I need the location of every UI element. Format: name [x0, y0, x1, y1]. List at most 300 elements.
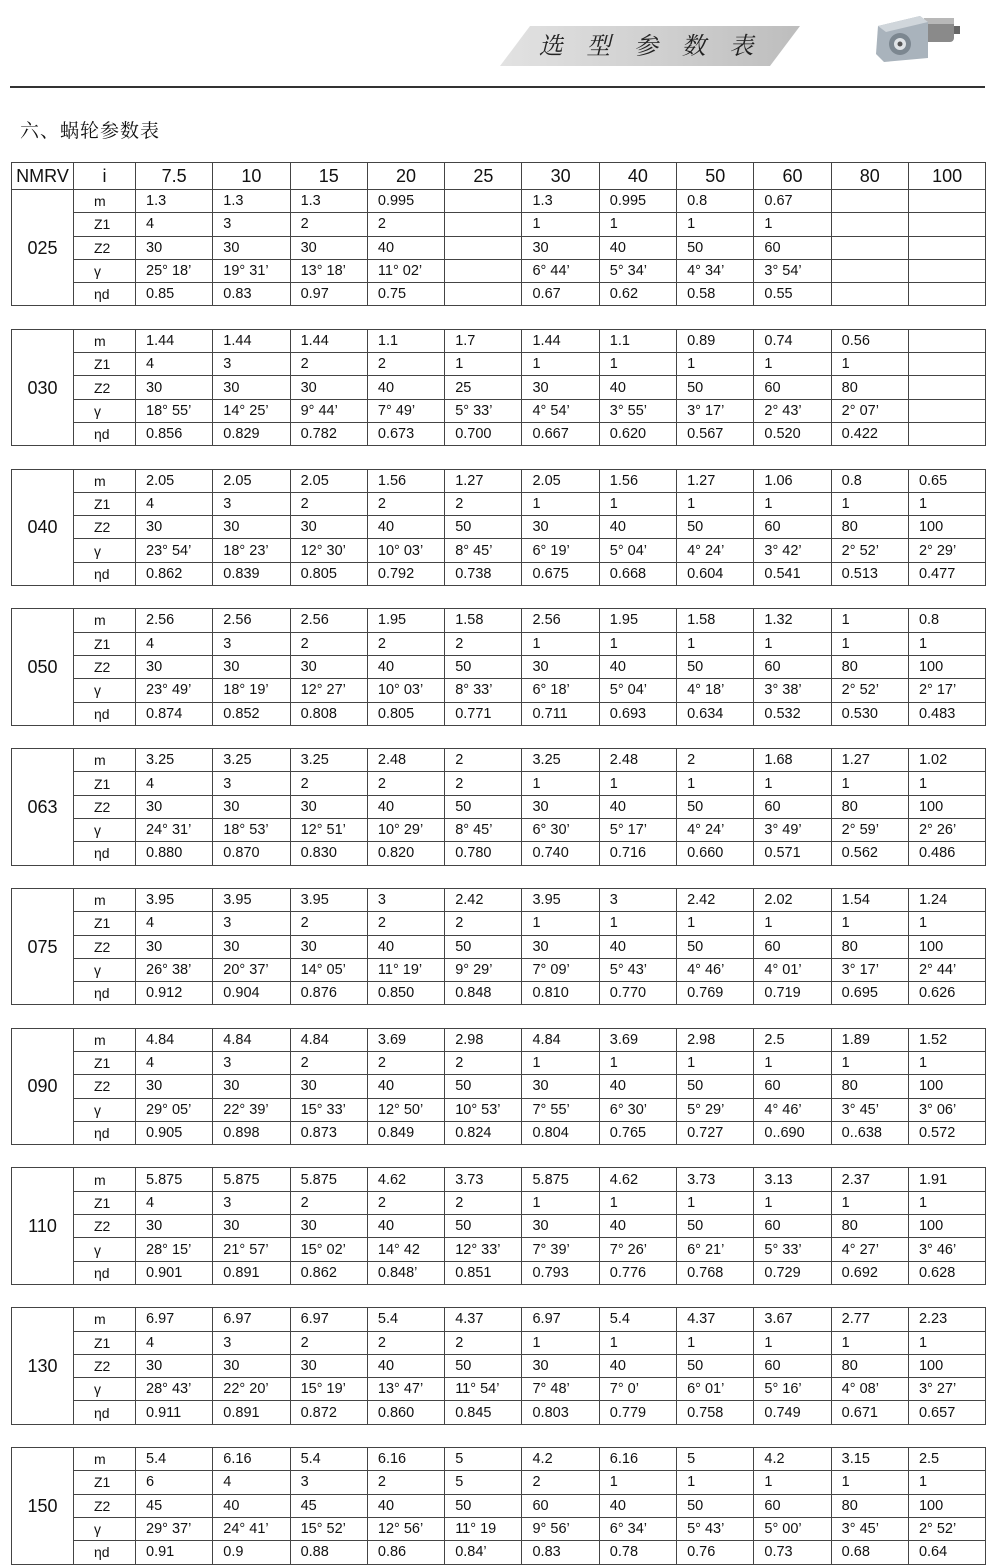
value-cell: 12° 50’: [367, 1098, 444, 1121]
value-cell: 100: [908, 795, 985, 818]
value-cell: 0.891: [213, 1261, 290, 1284]
value-cell: 5° 29’: [677, 1098, 754, 1121]
value-cell: 0.874: [136, 702, 213, 725]
value-cell: 30: [522, 795, 599, 818]
value-cell: 3.25: [522, 749, 599, 772]
parameter-label: Z1: [74, 1331, 136, 1354]
model-cell: 110: [12, 1168, 74, 1284]
parameter-label: ηd: [74, 283, 136, 306]
group-separator-cell: [12, 865, 986, 888]
value-cell: 4.62: [367, 1168, 444, 1191]
table-row: [12, 1191, 986, 1214]
parameter-label: ηd: [74, 842, 136, 865]
value-cell: 3° 54’: [754, 259, 831, 282]
parameter-label: γ: [74, 1517, 136, 1540]
value-cell: 3.73: [445, 1168, 522, 1191]
value-cell: 20° 37’: [213, 958, 290, 981]
value-cell: 5.875: [213, 1168, 290, 1191]
value-cell: 0.779: [599, 1401, 676, 1424]
value-cell: 1: [599, 1191, 676, 1214]
value-cell: 1: [677, 1051, 754, 1074]
group-separator: [12, 306, 986, 329]
value-cell: 8° 33’: [445, 679, 522, 702]
value-cell: 0.769: [677, 982, 754, 1005]
table-row: [12, 539, 986, 562]
value-cell: 1: [831, 632, 908, 655]
value-cell: 0.995: [599, 190, 676, 213]
value-cell: 1: [522, 353, 599, 376]
value-cell: 1.3: [213, 190, 290, 213]
parameter-label: ηd: [74, 562, 136, 585]
value-cell: 5° 33’: [754, 1238, 831, 1261]
value-cell: 2.77: [831, 1308, 908, 1331]
value-cell: 4: [136, 632, 213, 655]
value-cell: 0.74: [754, 329, 831, 352]
value-cell: 60: [754, 795, 831, 818]
value-cell: 2.48: [367, 749, 444, 772]
value-cell: 4: [136, 1331, 213, 1354]
value-cell: 30: [290, 376, 367, 399]
value-cell: 60: [754, 935, 831, 958]
value-cell: 60: [754, 1494, 831, 1517]
model-cell: 050: [12, 609, 74, 725]
parameter-label: Z2: [74, 376, 136, 399]
value-cell: 3: [213, 492, 290, 515]
value-cell: 3: [213, 1051, 290, 1074]
value-cell: 2.5: [908, 1448, 985, 1471]
value-cell: 60: [522, 1494, 599, 1517]
value-cell: 14° 42: [367, 1238, 444, 1261]
group-separator-cell: [12, 1005, 986, 1028]
parameter-label: m: [74, 609, 136, 632]
value-cell: 4.37: [677, 1308, 754, 1331]
value-cell: 2: [290, 1051, 367, 1074]
value-cell: 0.770: [599, 982, 676, 1005]
value-cell: 5° 16’: [754, 1378, 831, 1401]
value-cell: 80: [831, 376, 908, 399]
value-cell: 1: [908, 492, 985, 515]
table-row: [12, 1471, 986, 1494]
table-row: [12, 1378, 986, 1401]
value-cell: 10° 29’: [367, 819, 444, 842]
value-cell: 1: [677, 632, 754, 655]
value-cell: 30: [290, 1075, 367, 1098]
value-cell: 50: [445, 516, 522, 539]
value-cell: 2: [290, 353, 367, 376]
value-cell: 40: [367, 655, 444, 678]
table-row: [12, 329, 986, 352]
table-row: [12, 376, 986, 399]
value-cell: 6° 18’: [522, 679, 599, 702]
value-cell: 0.711: [522, 702, 599, 725]
value-cell: 80: [831, 1075, 908, 1098]
parameter-label: γ: [74, 958, 136, 981]
value-cell: 30: [136, 516, 213, 539]
value-cell: 30: [213, 376, 290, 399]
value-cell: 0.67: [522, 283, 599, 306]
value-cell: 30: [136, 655, 213, 678]
value-cell: 50: [445, 1215, 522, 1238]
value-cell: 3° 17’: [677, 399, 754, 422]
value-cell: 40: [367, 1494, 444, 1517]
value-cell: 1: [599, 213, 676, 236]
group-separator: [12, 1145, 986, 1168]
value-cell: 100: [908, 1215, 985, 1238]
worm-gear-parameter-table: [11, 162, 986, 1565]
value-cell: [908, 190, 985, 213]
value-cell: [445, 283, 522, 306]
value-cell: 5.4: [136, 1448, 213, 1471]
value-cell: 40: [599, 655, 676, 678]
value-cell: 2.23: [908, 1308, 985, 1331]
value-cell: 3° 17’: [831, 958, 908, 981]
value-cell: 0.692: [831, 1261, 908, 1284]
value-cell: 1: [831, 1471, 908, 1494]
value-cell: 1: [677, 912, 754, 935]
value-cell: 0.776: [599, 1261, 676, 1284]
value-cell: 4° 27’: [831, 1238, 908, 1261]
value-cell: 60: [754, 1354, 831, 1377]
table-row: [12, 422, 986, 445]
value-cell: 50: [677, 376, 754, 399]
value-cell: 1: [908, 1471, 985, 1494]
table-row: [12, 190, 986, 213]
table-row: [12, 888, 986, 911]
model-cell: 150: [12, 1448, 74, 1564]
value-cell: 12° 51’: [290, 819, 367, 842]
value-cell: 1.58: [677, 609, 754, 632]
value-cell: 1: [599, 1051, 676, 1074]
value-cell: 1: [831, 492, 908, 515]
value-cell: 0.571: [754, 842, 831, 865]
value-cell: 30: [136, 1354, 213, 1377]
value-cell: 5° 17’: [599, 819, 676, 842]
value-cell: [445, 213, 522, 236]
value-cell: 0.911: [136, 1401, 213, 1424]
value-cell: 50: [677, 935, 754, 958]
value-cell: 5.4: [367, 1308, 444, 1331]
value-cell: 1.44: [522, 329, 599, 352]
value-cell: 1: [599, 1331, 676, 1354]
value-cell: 4: [136, 353, 213, 376]
value-cell: 6° 44’: [522, 259, 599, 282]
table-row: [12, 1401, 986, 1424]
value-cell: 1: [677, 772, 754, 795]
model-cell: 040: [12, 469, 74, 585]
value-cell: 1.7: [445, 329, 522, 352]
group-separator-cell: [12, 306, 986, 329]
value-cell: 6: [136, 1471, 213, 1494]
table-row: [12, 1051, 986, 1074]
column-header: 7.5: [136, 163, 213, 190]
value-cell: 6° 30’: [522, 819, 599, 842]
value-cell: 1: [754, 632, 831, 655]
value-cell: 5° 43’: [599, 958, 676, 981]
value-cell: 0.572: [908, 1121, 985, 1144]
table-row: [12, 1354, 986, 1377]
value-cell: 1: [522, 213, 599, 236]
value-cell: 1.02: [908, 749, 985, 772]
value-cell: 30: [213, 236, 290, 259]
value-cell: 22° 20’: [213, 1378, 290, 1401]
value-cell: 2: [290, 1191, 367, 1214]
value-cell: 50: [677, 1075, 754, 1098]
table-row: [12, 912, 986, 935]
value-cell: 1: [754, 772, 831, 795]
value-cell: 3: [290, 1471, 367, 1494]
table-row: [12, 1517, 986, 1540]
value-cell: 0.91: [136, 1541, 213, 1564]
value-cell: 3: [213, 1331, 290, 1354]
value-cell: 40: [599, 376, 676, 399]
value-cell: 1: [599, 632, 676, 655]
value-cell: 0.860: [367, 1401, 444, 1424]
parameter-label: ηd: [74, 702, 136, 725]
column-header: 40: [599, 163, 676, 190]
section-title: 六、蜗轮参数表: [20, 120, 161, 142]
parameter-label: Z1: [74, 213, 136, 236]
value-cell: 2° 52’: [831, 539, 908, 562]
value-cell: [908, 399, 985, 422]
value-cell: 9° 29’: [445, 958, 522, 981]
value-cell: 50: [445, 1494, 522, 1517]
value-cell: 30: [136, 376, 213, 399]
value-cell: 30: [290, 516, 367, 539]
value-cell: 30: [213, 655, 290, 678]
table-row: [12, 1448, 986, 1471]
value-cell: 1.44: [290, 329, 367, 352]
value-cell: 25: [445, 376, 522, 399]
value-cell: 30: [522, 1075, 599, 1098]
value-cell: 2° 29’: [908, 539, 985, 562]
group-separator-cell: [12, 446, 986, 469]
table-row: [12, 1028, 986, 1051]
table-row: [12, 632, 986, 655]
table-row: [12, 353, 986, 376]
parameter-label: Z1: [74, 492, 136, 515]
value-cell: 6.97: [290, 1308, 367, 1331]
value-cell: 0.67: [754, 190, 831, 213]
value-cell: 0.83: [213, 283, 290, 306]
table-row: [12, 283, 986, 306]
value-cell: 100: [908, 1494, 985, 1517]
value-cell: 40: [599, 1494, 676, 1517]
value-cell: 2: [290, 912, 367, 935]
value-cell: 0.56: [831, 329, 908, 352]
value-cell: 60: [754, 516, 831, 539]
value-cell: 3.95: [136, 888, 213, 911]
table-row: [12, 819, 986, 842]
value-cell: 2: [290, 492, 367, 515]
value-cell: 6.97: [213, 1308, 290, 1331]
value-cell: 10° 03’: [367, 679, 444, 702]
value-cell: 40: [367, 1215, 444, 1238]
value-cell: 0.567: [677, 422, 754, 445]
value-cell: 0.541: [754, 562, 831, 585]
value-cell: 6° 21’: [677, 1238, 754, 1261]
value-cell: 3.95: [213, 888, 290, 911]
parameter-label: Z2: [74, 236, 136, 259]
value-cell: 0.848: [445, 982, 522, 1005]
value-cell: 30: [290, 655, 367, 678]
value-cell: 30: [136, 1075, 213, 1098]
value-cell: 3: [213, 213, 290, 236]
value-cell: 80: [831, 516, 908, 539]
value-cell: 18° 23’: [213, 539, 290, 562]
value-cell: 30: [522, 1215, 599, 1238]
parameter-label: γ: [74, 1378, 136, 1401]
value-cell: 6° 34’: [599, 1517, 676, 1540]
value-cell: 0.73: [754, 1541, 831, 1564]
value-cell: 0.876: [290, 982, 367, 1005]
value-cell: 30: [522, 935, 599, 958]
value-cell: 14° 05’: [290, 958, 367, 981]
table-row: [12, 1238, 986, 1261]
value-cell: 2: [367, 772, 444, 795]
parameter-label: γ: [74, 259, 136, 282]
value-cell: 0.862: [136, 562, 213, 585]
parameter-label: Z2: [74, 1494, 136, 1517]
value-cell: 1: [908, 1331, 985, 1354]
value-cell: 2.98: [677, 1028, 754, 1051]
value-cell: 1: [599, 492, 676, 515]
value-cell: 40: [367, 516, 444, 539]
value-cell: 1.89: [831, 1028, 908, 1051]
parameter-label: γ: [74, 819, 136, 842]
value-cell: 0.693: [599, 702, 676, 725]
table-row: [12, 1098, 986, 1121]
value-cell: 2.42: [445, 888, 522, 911]
value-cell: 0.727: [677, 1121, 754, 1144]
value-cell: 1.95: [599, 609, 676, 632]
value-cell: 3: [213, 912, 290, 935]
value-cell: 15° 19’: [290, 1378, 367, 1401]
value-cell: 30: [522, 236, 599, 259]
value-cell: 0.68: [831, 1541, 908, 1564]
parameter-label: m: [74, 1168, 136, 1191]
value-cell: [908, 213, 985, 236]
value-cell: 30: [213, 516, 290, 539]
value-cell: 100: [908, 1075, 985, 1098]
value-cell: 18° 53’: [213, 819, 290, 842]
column-header: 10: [213, 163, 290, 190]
column-header: 20: [367, 163, 444, 190]
value-cell: 5.4: [599, 1308, 676, 1331]
value-cell: 0.657: [908, 1401, 985, 1424]
table-row: [12, 1261, 986, 1284]
value-cell: 50: [677, 655, 754, 678]
value-cell: 0.84’: [445, 1541, 522, 1564]
value-cell: 4.37: [445, 1308, 522, 1331]
value-cell: 2° 26’: [908, 819, 985, 842]
group-separator-cell: [12, 1284, 986, 1307]
value-cell: 29° 05’: [136, 1098, 213, 1121]
value-cell: 0.55: [754, 283, 831, 306]
value-cell: 30: [522, 376, 599, 399]
table-row: [12, 1494, 986, 1517]
value-cell: 3° 46’: [908, 1238, 985, 1261]
value-cell: 7° 0’: [599, 1378, 676, 1401]
value-cell: 5.875: [522, 1168, 599, 1191]
parameter-label: Z1: [74, 1191, 136, 1214]
value-cell: [831, 190, 908, 213]
header-divider: [10, 86, 985, 88]
model-cell: 130: [12, 1308, 74, 1424]
value-cell: 30: [290, 236, 367, 259]
value-cell: 80: [831, 1354, 908, 1377]
value-cell: 2: [445, 492, 522, 515]
value-cell: 50: [445, 795, 522, 818]
group-separator: [12, 446, 986, 469]
model-cell: 090: [12, 1028, 74, 1144]
value-cell: 1: [831, 353, 908, 376]
value-cell: 0.758: [677, 1401, 754, 1424]
model-cell: 063: [12, 749, 74, 865]
value-cell: 0.8: [908, 609, 985, 632]
value-cell: 1: [677, 213, 754, 236]
group-separator-cell: [12, 586, 986, 609]
column-header: 80: [831, 163, 908, 190]
value-cell: 5° 43’: [677, 1517, 754, 1540]
column-header: 30: [522, 163, 599, 190]
value-cell: 45: [290, 1494, 367, 1517]
value-cell: 40: [599, 935, 676, 958]
value-cell: 3° 27’: [908, 1378, 985, 1401]
value-cell: 0.668: [599, 562, 676, 585]
value-cell: 2.48: [599, 749, 676, 772]
table-row: [12, 772, 986, 795]
value-cell: 0.830: [290, 842, 367, 865]
value-cell: 1.27: [831, 749, 908, 772]
parameter-label: ηd: [74, 982, 136, 1005]
value-cell: [908, 422, 985, 445]
value-cell: 1: [522, 772, 599, 795]
value-cell: 4° 24’: [677, 819, 754, 842]
table-row: [12, 702, 986, 725]
value-cell: 2: [367, 912, 444, 935]
value-cell: 2: [522, 1471, 599, 1494]
value-cell: 0.675: [522, 562, 599, 585]
value-cell: 3.69: [599, 1028, 676, 1051]
value-cell: 7° 39’: [522, 1238, 599, 1261]
value-cell: 1: [908, 1191, 985, 1214]
parameter-label: ηd: [74, 1541, 136, 1564]
value-cell: 80: [831, 795, 908, 818]
value-cell: 0.634: [677, 702, 754, 725]
value-cell: 0.829: [213, 422, 290, 445]
value-cell: 4° 46’: [754, 1098, 831, 1121]
column-header-model: NMRV: [12, 163, 74, 190]
value-cell: 2.05: [522, 469, 599, 492]
value-cell: 30: [290, 1215, 367, 1238]
value-cell: 30: [290, 935, 367, 958]
value-cell: 11° 54’: [445, 1378, 522, 1401]
value-cell: 0..638: [831, 1121, 908, 1144]
value-cell: 4° 18’: [677, 679, 754, 702]
value-cell: 5: [445, 1448, 522, 1471]
table-row: [12, 516, 986, 539]
value-cell: 2.56: [213, 609, 290, 632]
value-cell: 2: [367, 1471, 444, 1494]
value-cell: 0.532: [754, 702, 831, 725]
value-cell: 1: [522, 632, 599, 655]
table-row: [12, 679, 986, 702]
value-cell: [445, 259, 522, 282]
value-cell: 1: [677, 353, 754, 376]
value-cell: 0.64: [908, 1541, 985, 1564]
value-cell: 1.95: [367, 609, 444, 632]
value-cell: 80: [831, 935, 908, 958]
